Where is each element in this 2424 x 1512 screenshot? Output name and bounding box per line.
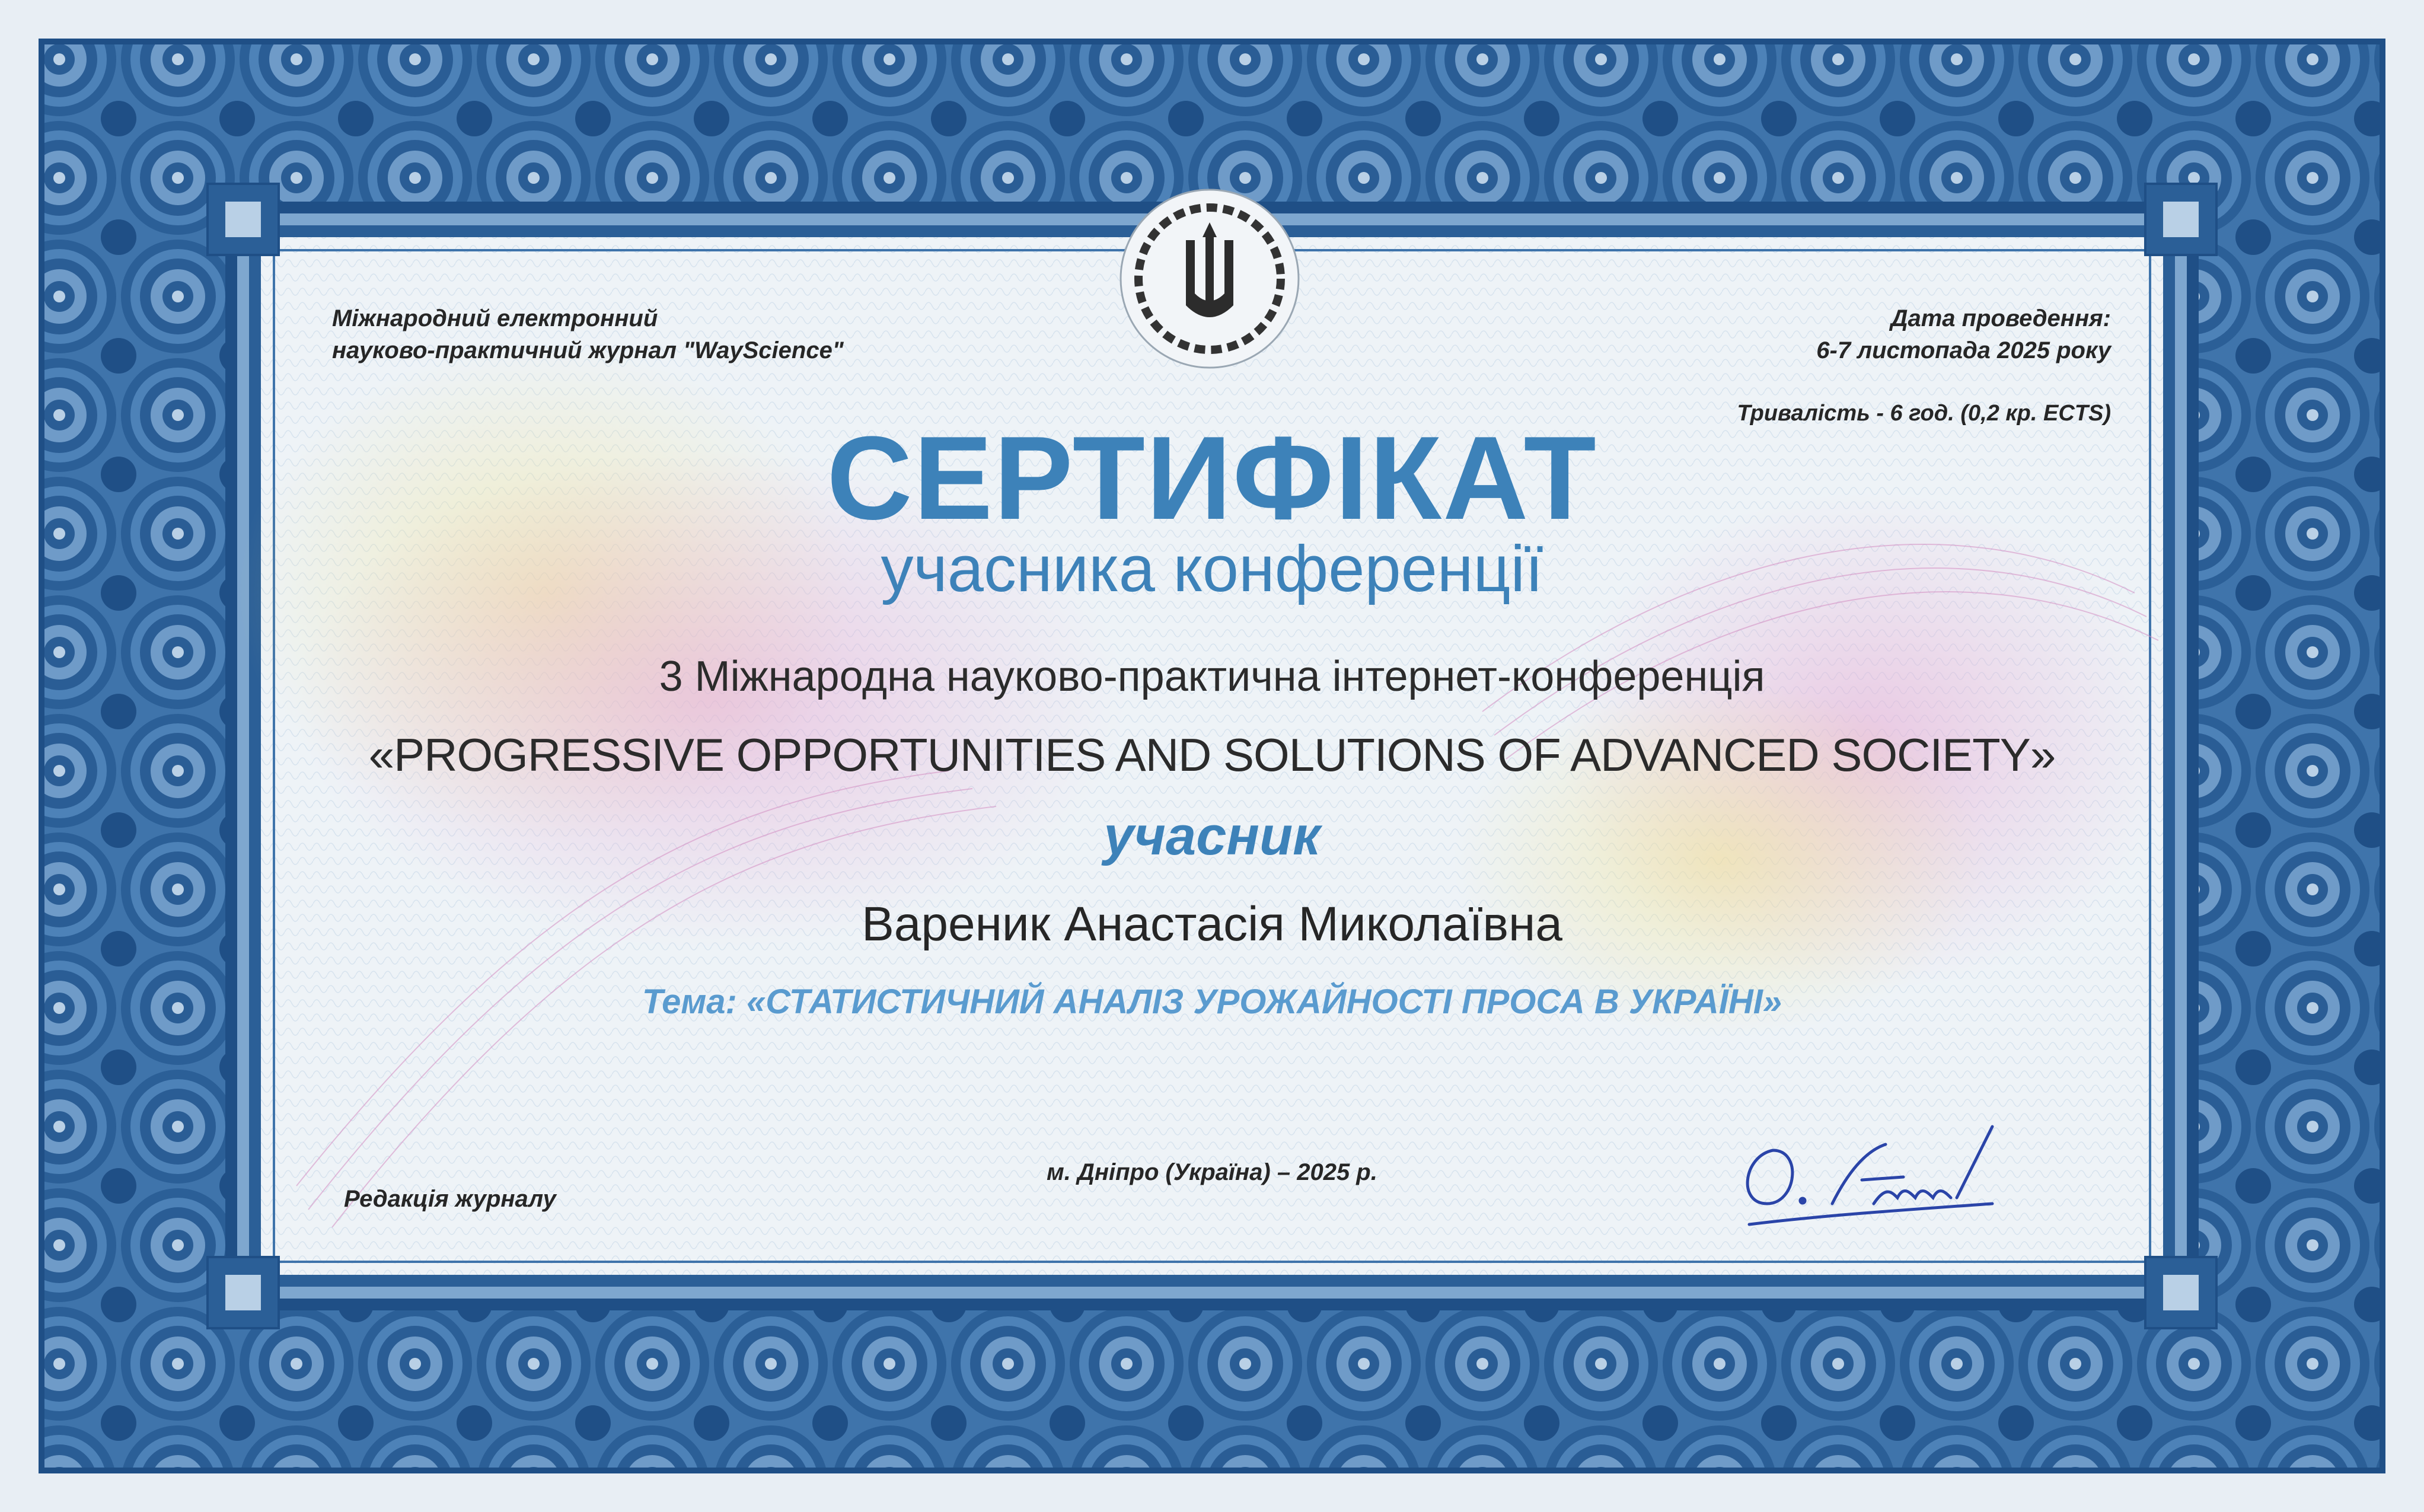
journal-name [332, 302, 844, 366]
journal-line-1: Міжнародний електронний [332, 305, 658, 331]
signature [1731, 1115, 2004, 1233]
participant-name: Вареник Анастасія Миколаївна [862, 897, 1562, 951]
conference-name-line-2: «PROGRESSIVE OPPORTUNITIES AND SOLUTIONS OF ADVANCED SOCIETY» [368, 729, 2056, 781]
participant-role: учасник [1103, 806, 1321, 866]
editor-label: Редакція журналу [344, 1186, 556, 1212]
event-date [1816, 302, 2111, 366]
journal-line-2: науково-практичний журнал "WayScience" [332, 337, 844, 363]
event-date-value: 6-7 листопада 2025 року [1816, 337, 2111, 363]
event-date-label: Дата проведення: [1890, 305, 2111, 331]
paper-topic: Тема: «СТАТИСТИЧНИЙ АНАЛІЗ УРОЖАЙНОСТІ ПРОСА В УКРАЇНІ» [642, 983, 1782, 1021]
place-year: м. Дніпро (Україна) – 2025 р. [1047, 1159, 1377, 1185]
certificate-title: СЕРТИФІКАТ [827, 412, 1597, 544]
conference-name-line-1: 3 Міжнародна науково-практична інтернет-конференція [659, 653, 1765, 700]
duration: Тривалість - 6 год. (0,2 кр. ECTS) [1737, 401, 2111, 426]
trident-emblem-icon [1115, 181, 1305, 377]
certificate-subtitle: учасника конференції [881, 532, 1543, 605]
